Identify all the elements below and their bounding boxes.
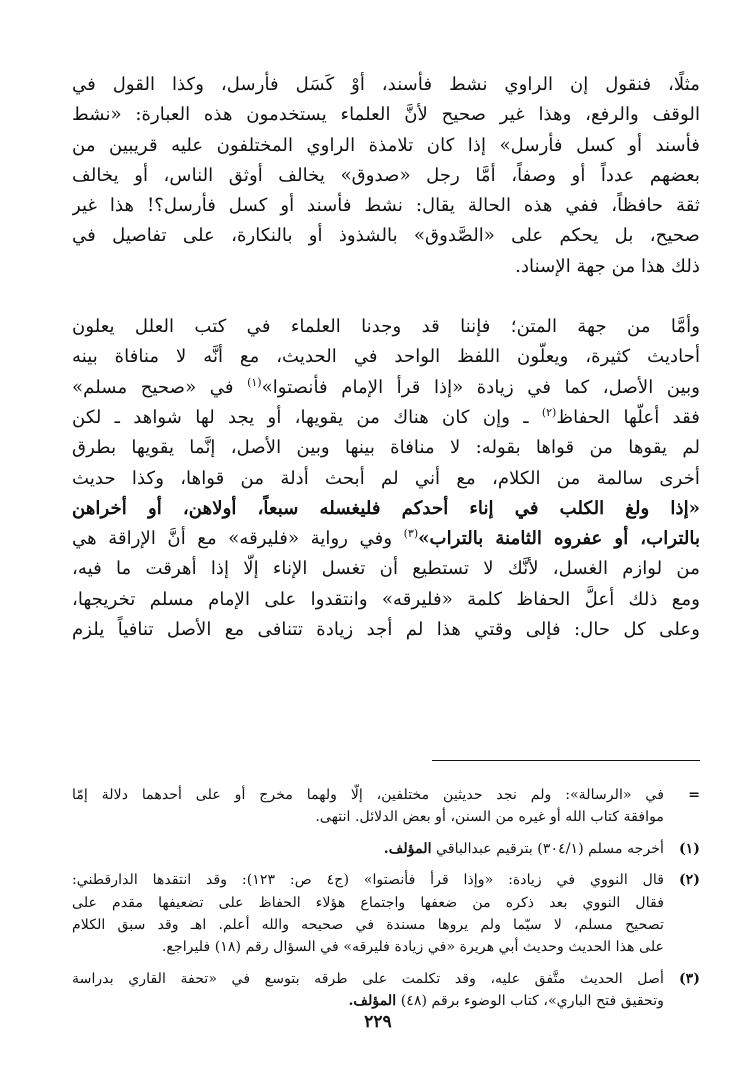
- footnote-line: في «الرسالة»: ولم نجد حديثين مختلفين، إلَّا ولهما مخرج أو على أحدهما دلالة إمّا: [72, 787, 664, 803]
- footnote-separator: [432, 760, 700, 761]
- text-line: صحيح، بل يحكم على «الصَّدوق» بالشذوذ أو بالنكارة، على تفاصيل في: [72, 225, 700, 247]
- hadith-text: «إذا ولغ الكلب في إناء أحدكم فليغسله سبعاً، أولاهن، أو أخراهن: [72, 497, 700, 519]
- footnote-line: قال النووي في زيادة: «وإذا قرأ فأنصتوا» (ج٤ ص: ١٢٣): وقد انتقدها الدارقطني:: [72, 872, 664, 889]
- text-segment: فقد أعلَّها الحفاظ: [556, 406, 700, 428]
- footnote-number: (٣): [678, 970, 700, 987]
- footnote-line: أصل الحديث متَّفق عليه، وقد تكلمت على طرقه بتوسع في «تحفة القاري بدراسة: [72, 970, 664, 987]
- footnote-ref-2[interactable]: (٢): [541, 405, 557, 419]
- footnote-line: على هذا الحديث وحديث أبي هريرة «في زيادة فليرقه» في السؤال رقم (١٨) فليراجع.: [161, 939, 664, 956]
- text-line: الوقف والرفع، وهذا غير صحيح لأنَّ العلماء يستخدمون هذه العبارة: «نشط: [72, 104, 700, 126]
- text-line: ثقة حافظاً، ففي هذه الحالة يقال: نشط فأسند أو كسل فأرسل؟! هذا غير: [72, 195, 700, 217]
- text-line: وأمَّا من جهة المتن؛ فإننا قد وجدنا العلماء في كتب العلل يعلون: [72, 316, 700, 338]
- footnote-ref-1[interactable]: (١): [247, 375, 262, 389]
- page-number: ٢٢٩: [364, 1012, 392, 1032]
- text-segment: أخرجه مسلم (٣٠٤/١) بترقيم عبدالباقي: [431, 840, 664, 857]
- footnote-line: موافقة كتاب الله أو غيره من السنن، أو بعض الدلائل. انتهى.: [315, 809, 664, 826]
- text-segment: ـ وإن كان هناك من يقويها، أو يجد لها شواهد ـ لكن: [72, 406, 542, 428]
- footnote-line: [72, 838, 664, 860]
- footnote-line: [72, 990, 664, 1012]
- text-segment: وفي رواية «فليرقه» مع أنَّ الإراقة هي: [72, 528, 404, 550]
- text-segment: وبين الأصل، كما في زيادة «إذا قرأ الإمام فأنصتوا»: [261, 376, 700, 398]
- text-segment: في «صحيح مسلم»: [72, 376, 248, 398]
- footnote-line: تصحيح مسلم، لا سيّما ولم يروها مسندة في صحيحه والله أعلم. اهـ وقد سبق الكلام: [72, 917, 664, 934]
- paragraph-1: [72, 70, 700, 282]
- text-line: لم يقوها من قواها بقوله: لا منافاة بينها وبين الأصل، إنَّما يقويها بطرق: [72, 437, 700, 459]
- text-line: وعلى كل حال: فإلى وقتي هذا لم أجد زيادة تتنافى مع الأصل تنافياً يلزم: [72, 619, 700, 641]
- footnote-1: [72, 838, 700, 860]
- text-line: ومع ذلك أعلَّ الحفاظ كلمة «فليرقه» وانتقدوا على الإمام مسلم تخريجها،: [72, 588, 700, 610]
- text-line: أحاديث كثيرة، ويعلُّون اللفظ الواحد في الحديث، مع أنَّه لا منافاة بينه: [72, 346, 700, 368]
- footnote-ref-3[interactable]: (٣): [403, 527, 419, 541]
- footnote-3: [72, 968, 700, 1013]
- footnotes: [72, 784, 700, 1022]
- paragraph-2: [72, 312, 700, 645]
- text-line: من لوازم الغسل، لأنَّك لا تستطيع أن تغسل الإناء إلَّا إذا أهرقت ما فيه،: [72, 558, 700, 580]
- main-text: [72, 70, 700, 645]
- footnote-number: (٢): [678, 872, 700, 889]
- footnote-number: (١): [678, 840, 700, 857]
- text-line: بعضهم عدداً أو وصفاً، أمَّا رجل «صدوق» يخالف أوثق الناس، أو يخالف: [72, 164, 700, 186]
- footnote-line: فقال النووي بعد ذكره من ضعفها واجتماع هؤلاء الحفاظ على تضعيفها مقدم على: [72, 894, 664, 911]
- hadith-text: بالتراب، أو عفروه الثامنة بالتراب»: [418, 528, 700, 550]
- author-mark: المؤلف.: [348, 993, 397, 1010]
- text-line: [72, 373, 700, 403]
- text-line: أخرى سالمة من الكلام، مع أني لم أبحث أدلة من قواها، وكذا حديث: [72, 467, 700, 489]
- text-line: فأسند أو كسل فأرسل» إذا كان تلامذة الراوي المختلفون عليه قريبين من: [72, 134, 700, 156]
- text-segment: وتحقيق فتح الباري»، كتاب الوضوء برقم (٤٨): [396, 993, 664, 1010]
- continuation-marker: =: [688, 787, 700, 803]
- text-line: [72, 524, 700, 554]
- footnote-2: [72, 869, 700, 959]
- text-line: [72, 403, 700, 433]
- text-line: ذلك هذا من جهة الإسناد.: [515, 255, 700, 277]
- footnote-continuation: [72, 784, 700, 829]
- text-line: مثلًا، فنقول إن الراوي نشط فأسند، أوْ كَسَل فأرسل، وكذا القول في: [72, 74, 700, 95]
- author-mark: المؤلف.: [383, 840, 432, 857]
